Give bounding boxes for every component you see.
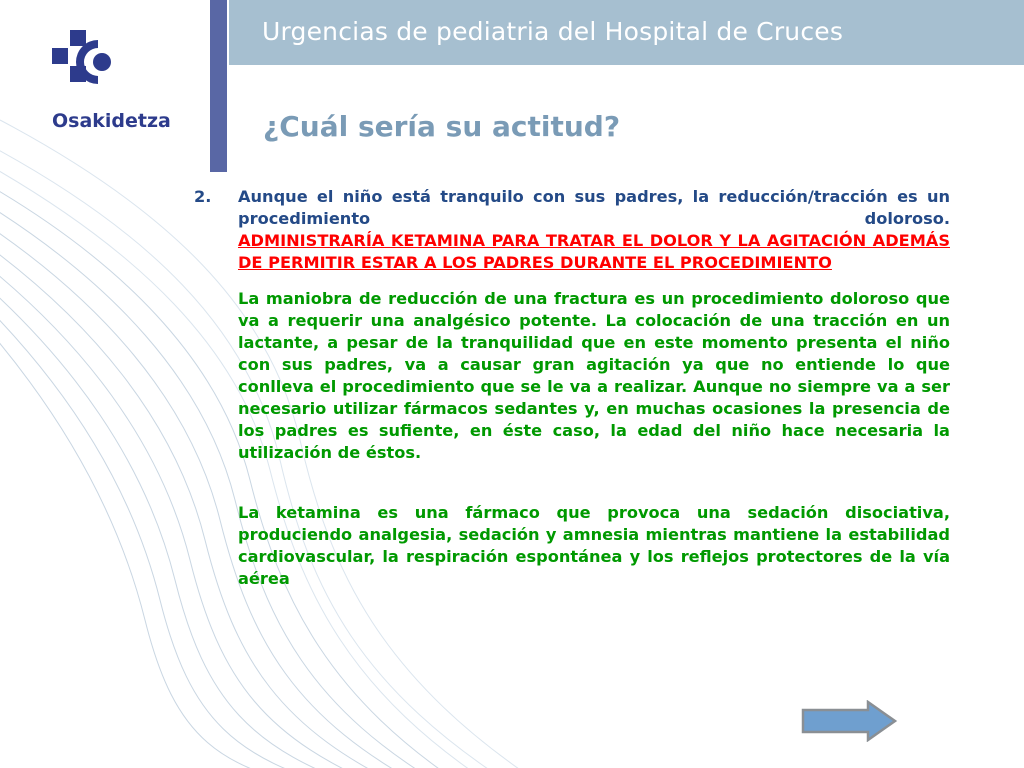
answer-highlight: ADMINISTRARÍA KETAMINA PARA TRATAR EL DOLOR Y LA AGITACIÓN ADEMÁS DE PERMITIR ESTAR A LOS PADRES DURANTE EL PROCEDIMIENTO (238, 231, 950, 272)
answer-number: 2. (194, 187, 212, 206)
answer-text: Aunque el niño está tranquilo con sus padres, la reducción/tracción es un procedimiento doloroso. (238, 187, 950, 228)
answer-text-block (238, 186, 950, 274)
right-arrow-icon[interactable] (800, 700, 898, 742)
explanation-paragraph-1: La maniobra de reducción de una fractura es un procedimiento doloroso que va a requerir una analgésico potente. La colocación de una tracción en un lactante, a pesar de la tranquilidad que en este momento presenta el niño con sus padres, va a causar gran agitación ya que no entiende lo que conlleva el procedimiento que se le va a realizar. Aunque no siempre va a ser necesario utilizar fármacos sedantes y, en muchas ocasiones la presencia de los padres es sufiente, en éste caso, la edad del niño hace necesaria la utilización de éstos. (238, 289, 950, 462)
vertical-accent-bar (210, 0, 227, 172)
slide-content (190, 186, 950, 590)
explanation-paragraph-2: La ketamina es una fármaco que provoca una sedación disociativa, produciendo analgesia, sedación y amnesia mientras mantiene la estabilidad cardiovascular, la respiración espontánea y los reflejos protectores de la vía aérea (238, 503, 950, 588)
brand-name: Osakidetza (52, 110, 171, 132)
osakidetza-logo-mark-icon (52, 30, 122, 94)
osakidetza-logo (46, 30, 196, 140)
slide-question-title: ¿Cuál sería su actitud? (263, 110, 621, 143)
header-title: Urgencias de pediatria del Hospital de Cruces (262, 17, 844, 46)
answer-item (190, 186, 950, 274)
